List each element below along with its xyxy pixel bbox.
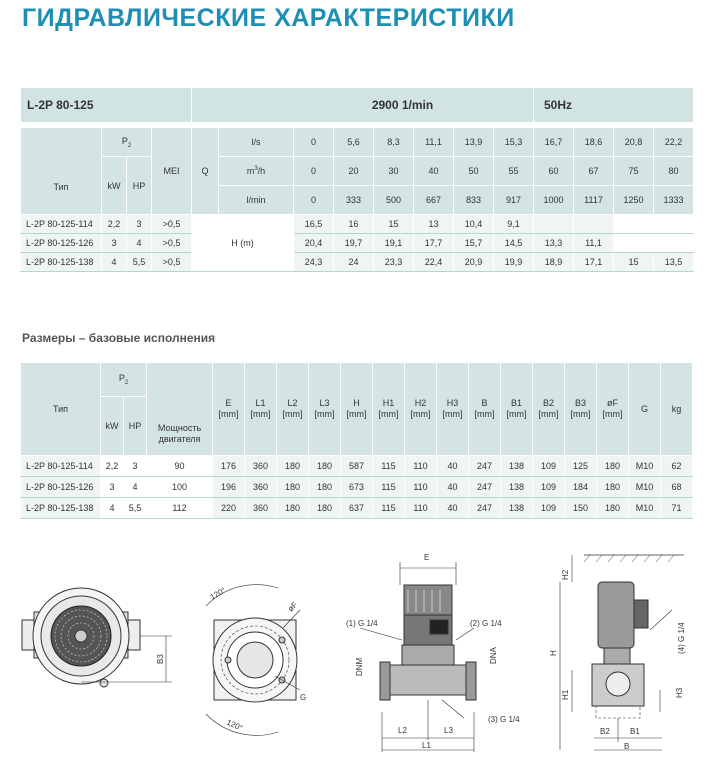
row-hp: 4 bbox=[127, 234, 152, 253]
row-type: L-2P 80-125-114 bbox=[21, 456, 101, 477]
h-value: 23,3 bbox=[374, 253, 414, 272]
h-value bbox=[654, 215, 694, 234]
flow-m3h: 20 bbox=[334, 157, 374, 186]
flow-m3h: 60 bbox=[534, 157, 574, 186]
flow-lmin: 0 bbox=[294, 186, 334, 215]
h-value: 19,7 bbox=[334, 234, 374, 253]
table-row bbox=[21, 234, 694, 253]
h-value: 17,1 bbox=[574, 253, 614, 272]
dim-col-b2: B2 [mm] bbox=[533, 363, 565, 456]
h-value: 24,3 bbox=[294, 253, 334, 272]
dim-value: 673 bbox=[341, 477, 373, 498]
label-b3: B3 bbox=[156, 654, 165, 664]
row-mei: >0,5 bbox=[152, 215, 192, 234]
dim-value: 115 bbox=[373, 456, 405, 477]
dim-value: 110 bbox=[405, 498, 437, 519]
dim-value: 40 bbox=[437, 477, 469, 498]
h-value: 15,7 bbox=[454, 234, 494, 253]
row-kw: 2,2 bbox=[102, 215, 127, 234]
flow-m3h: 40 bbox=[414, 157, 454, 186]
flow-ls: 0 bbox=[294, 128, 334, 157]
dim-value: 184 bbox=[565, 477, 597, 498]
label-b2: B2 bbox=[600, 727, 610, 736]
dim-value: 180 bbox=[309, 456, 341, 477]
label-flange-f: øF bbox=[286, 600, 300, 614]
h-value: 15 bbox=[614, 253, 654, 272]
row-mei: >0,5 bbox=[152, 234, 192, 253]
dim-col-b1: B1 [mm] bbox=[501, 363, 533, 456]
row-kw: 4 bbox=[101, 498, 124, 519]
row-type: L-2P 80-125-126 bbox=[21, 234, 102, 253]
dim-value: 247 bbox=[469, 477, 501, 498]
flow-lmin: 1333 bbox=[654, 186, 694, 215]
label-h2: H2 bbox=[561, 569, 570, 580]
row-type: L-2P 80-125-126 bbox=[21, 477, 101, 498]
label-l2: L2 bbox=[398, 726, 407, 735]
h-value: 20,9 bbox=[454, 253, 494, 272]
dim-col-h2: H2 [mm] bbox=[405, 363, 437, 456]
label-g1: (1) G 1/4 bbox=[346, 619, 378, 628]
technical-drawings bbox=[0, 540, 714, 759]
dim-value: 150 bbox=[565, 498, 597, 519]
h-value bbox=[614, 234, 654, 253]
dim-value: 180 bbox=[597, 456, 629, 477]
dim-value: 247 bbox=[469, 456, 501, 477]
row-hp: 5,5 bbox=[127, 253, 152, 272]
dim-g: M10 bbox=[629, 498, 661, 519]
h-value: 16 bbox=[334, 215, 374, 234]
row-kw: 3 bbox=[102, 234, 127, 253]
dim-value: 220 bbox=[213, 498, 245, 519]
dim-col-type: Тип bbox=[21, 363, 101, 456]
flow-ls: 18,6 bbox=[574, 128, 614, 157]
h-value: 15 bbox=[374, 215, 414, 234]
dim-value: 40 bbox=[437, 456, 469, 477]
page-title: ГИДРАВЛИЧЕСКИЕ ХАРАКТЕРИСТИКИ bbox=[22, 4, 515, 32]
dim-value: 138 bbox=[501, 498, 533, 519]
label-b1: B1 bbox=[630, 727, 640, 736]
flow-ls: 16,7 bbox=[534, 128, 574, 157]
flow-lmin: 667 bbox=[414, 186, 454, 215]
flow-ls: 8,3 bbox=[374, 128, 414, 157]
dimensions-table bbox=[20, 362, 693, 519]
dim-value: 180 bbox=[277, 477, 309, 498]
dim-value: 247 bbox=[469, 498, 501, 519]
flow-lmin: 500 bbox=[374, 186, 414, 215]
table-row bbox=[21, 215, 694, 234]
dim-value: 587 bbox=[341, 456, 373, 477]
label-l3: L3 bbox=[444, 726, 453, 735]
dim-col-kg: kg bbox=[661, 363, 693, 456]
h-value bbox=[574, 215, 614, 234]
dim-col-h: H [mm] bbox=[341, 363, 373, 456]
label-l1: L1 bbox=[422, 741, 431, 750]
dim-col-motor: Мощность двигателя bbox=[147, 363, 213, 456]
flow-m3h: 80 bbox=[654, 157, 694, 186]
flow-ls: 15,3 bbox=[494, 128, 534, 157]
label-g3: (3) G 1/4 bbox=[488, 715, 520, 724]
row-kw: 4 bbox=[102, 253, 127, 272]
flow-m3h: 75 bbox=[614, 157, 654, 186]
flow-lmin: 917 bbox=[494, 186, 534, 215]
flow-ls: 13,9 bbox=[454, 128, 494, 157]
col-q: Q bbox=[192, 128, 219, 215]
flow-m3h: 50 bbox=[454, 157, 494, 186]
h-value: 20,4 bbox=[294, 234, 334, 253]
flow-ls: 22,2 bbox=[654, 128, 694, 157]
unit-ls: l/s bbox=[219, 128, 294, 157]
frequency-label: 50Hz bbox=[534, 88, 694, 123]
dim-col-b3: B3 [mm] bbox=[565, 363, 597, 456]
model-name: L-2P 80-125 bbox=[21, 88, 192, 123]
dim-value: 180 bbox=[597, 498, 629, 519]
label-dnm: DNM bbox=[355, 657, 364, 676]
hydraulic-header-bar bbox=[21, 88, 694, 123]
h-value: 24 bbox=[334, 253, 374, 272]
dim-value: 115 bbox=[373, 498, 405, 519]
row-type: L-2P 80-125-138 bbox=[21, 498, 101, 519]
row-type: L-2P 80-125-114 bbox=[21, 215, 102, 234]
dim-value: 109 bbox=[533, 498, 565, 519]
flow-lmin: 333 bbox=[334, 186, 374, 215]
dim-value: 125 bbox=[565, 456, 597, 477]
row-hp: 3 bbox=[124, 456, 147, 477]
dim-col-e: E [mm] bbox=[213, 363, 245, 456]
row-mei: >0,5 bbox=[152, 253, 192, 272]
dim-value: 180 bbox=[309, 498, 341, 519]
dim-col-g: G bbox=[629, 363, 661, 456]
col-type: Тип bbox=[21, 128, 102, 215]
h-value: 9,1 bbox=[494, 215, 534, 234]
flow-lmin: 833 bbox=[454, 186, 494, 215]
dim-col-h3: H3 [mm] bbox=[437, 363, 469, 456]
h-value: 22,4 bbox=[414, 253, 454, 272]
label-h1: H1 bbox=[561, 689, 570, 700]
dim-value: 110 bbox=[405, 456, 437, 477]
dim-col-hp: HP bbox=[124, 397, 147, 456]
col-kw: kW bbox=[102, 157, 127, 215]
dim-value: 180 bbox=[277, 498, 309, 519]
dim-value: 180 bbox=[597, 477, 629, 498]
dim-value: 180 bbox=[309, 477, 341, 498]
dim-value: 138 bbox=[501, 456, 533, 477]
dim-col-l2: L2 [mm] bbox=[277, 363, 309, 456]
h-value: 19,1 bbox=[374, 234, 414, 253]
label-e: E bbox=[424, 553, 430, 562]
hydraulic-table bbox=[20, 87, 694, 272]
h-value: 14,5 bbox=[494, 234, 534, 253]
dim-col-b: B [mm] bbox=[469, 363, 501, 456]
row-motor: 100 bbox=[147, 477, 213, 498]
unit-m3h: $m^3/h$ bbox=[219, 157, 294, 186]
row-motor: 90 bbox=[147, 456, 213, 477]
row-hp: 5,5 bbox=[124, 498, 147, 519]
dim-value: 360 bbox=[245, 456, 277, 477]
label-angle-bottom: 120° bbox=[225, 717, 244, 733]
dim-value: 109 bbox=[533, 477, 565, 498]
unit-lmin: l/min bbox=[219, 186, 294, 215]
row-motor: 112 bbox=[147, 498, 213, 519]
label-g4: (4) G 1/4 bbox=[677, 622, 686, 654]
dim-value: 115 bbox=[373, 477, 405, 498]
h-label: H (m) bbox=[192, 215, 294, 272]
dim-col-kw: kW bbox=[101, 397, 124, 456]
flow-lmin: 1117 bbox=[574, 186, 614, 215]
flow-lmin: 1250 bbox=[614, 186, 654, 215]
flow-m3h: 55 bbox=[494, 157, 534, 186]
flow-ls: 11,1 bbox=[414, 128, 454, 157]
dim-value: 110 bbox=[405, 477, 437, 498]
dim-value: 109 bbox=[533, 456, 565, 477]
dim-value: 40 bbox=[437, 498, 469, 519]
h-value: 18,9 bbox=[534, 253, 574, 272]
dim-value: 360 bbox=[245, 498, 277, 519]
h-value: 17,7 bbox=[414, 234, 454, 253]
dim-value: 637 bbox=[341, 498, 373, 519]
h-value: 19,9 bbox=[494, 253, 534, 272]
front-view-drawing bbox=[22, 588, 172, 687]
dim-col-h1: H1 [mm] bbox=[373, 363, 405, 456]
flow-lmin: 1000 bbox=[534, 186, 574, 215]
dim-value: 176 bbox=[213, 456, 245, 477]
h-value: 13 bbox=[414, 215, 454, 234]
flow-ls: 5,6 bbox=[334, 128, 374, 157]
dim-value: 138 bbox=[501, 477, 533, 498]
h-value bbox=[614, 215, 654, 234]
h-value: 13,5 bbox=[654, 253, 694, 272]
dim-col-l1: L1 [mm] bbox=[245, 363, 277, 456]
dim-col-p2: $P_2$ bbox=[101, 363, 147, 397]
label-h3: H3 bbox=[675, 687, 684, 698]
row-kw: 2,2 bbox=[101, 456, 124, 477]
label-h: H bbox=[549, 650, 558, 656]
dim-value: 196 bbox=[213, 477, 245, 498]
table-row bbox=[21, 253, 694, 272]
col-p2: $P_2$ bbox=[102, 128, 152, 157]
dim-value: 360 bbox=[245, 477, 277, 498]
label-flange-g: G bbox=[300, 693, 307, 702]
col-hp: HP bbox=[127, 157, 152, 215]
dim-col-l3: L3 [mm] bbox=[309, 363, 341, 456]
label-b: B bbox=[624, 742, 630, 751]
row-type: L-2P 80-125-138 bbox=[21, 253, 102, 272]
row-hp: 4 bbox=[124, 477, 147, 498]
table-row bbox=[21, 477, 693, 498]
h-value bbox=[534, 215, 574, 234]
col-mei: MEI bbox=[152, 128, 192, 215]
flow-m3h: 67 bbox=[574, 157, 614, 186]
table-row bbox=[21, 498, 693, 519]
h-value bbox=[654, 234, 694, 253]
dim-g: M10 bbox=[629, 456, 661, 477]
dim-kg: 71 bbox=[661, 498, 693, 519]
table-row bbox=[21, 456, 693, 477]
h-value: 16,5 bbox=[294, 215, 334, 234]
h-value: 10,4 bbox=[454, 215, 494, 234]
label-g2: (2) G 1/4 bbox=[470, 619, 502, 628]
h-value: 13,3 bbox=[534, 234, 574, 253]
flow-m3h: 30 bbox=[374, 157, 414, 186]
dimensions-title: Размеры – базовые исполнения bbox=[22, 331, 216, 345]
dim-kg: 68 bbox=[661, 477, 693, 498]
row-hp: 3 bbox=[127, 215, 152, 234]
label-angle-top: 120° bbox=[208, 585, 228, 602]
dim-kg: 62 bbox=[661, 456, 693, 477]
label-dna: DNA bbox=[489, 647, 498, 664]
speed-label: 2900 1/min bbox=[192, 88, 534, 123]
end-view-drawing bbox=[560, 555, 684, 750]
h-value: 11,1 bbox=[574, 234, 614, 253]
side-view-drawing bbox=[360, 562, 476, 752]
dim-col-f: øF [mm] bbox=[597, 363, 629, 456]
flow-m3h: 0 bbox=[294, 157, 334, 186]
flow-ls: 20,8 bbox=[614, 128, 654, 157]
dim-g: M10 bbox=[629, 477, 661, 498]
row-kw: 3 bbox=[101, 477, 124, 498]
dim-value: 180 bbox=[277, 456, 309, 477]
